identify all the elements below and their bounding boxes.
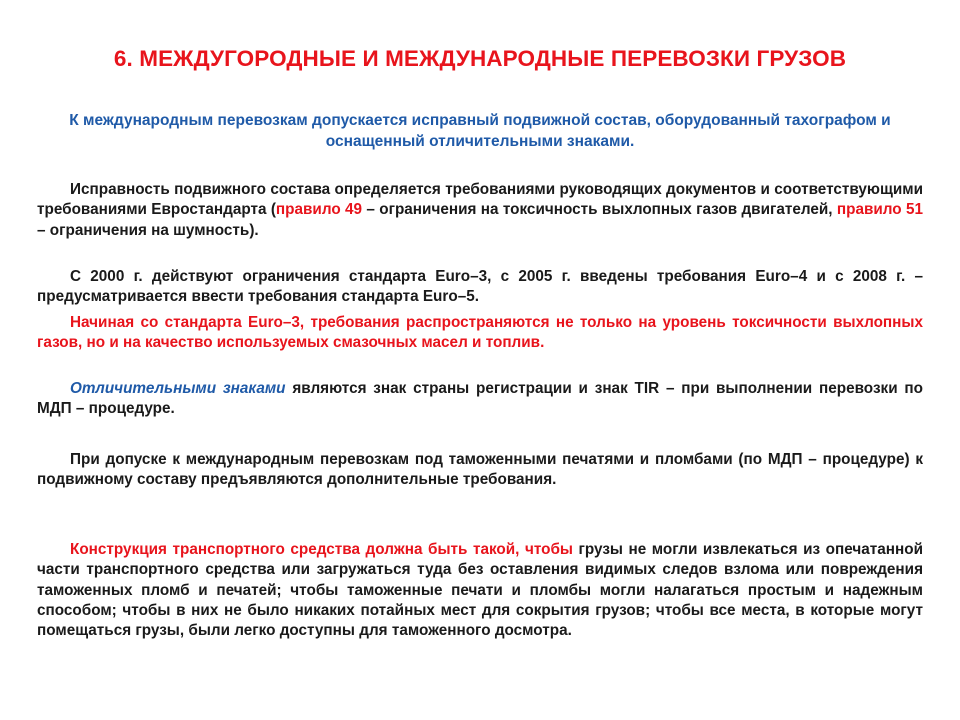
- p4-text: являются знак страны регистрации и знак TIR – при выполнении перевозки по МДП – процедуре.: [37, 380, 923, 418]
- paragraph-euro3-requirements: Начиная со стандарта Euro–3, требования распространяются не только на уровень токсичности выхлопных газов, но и на качество используемых смазочных масел и топлив.: [37, 314, 923, 352]
- slide-subtitle: К международным перевозкам допускается исправный подвижной состав, оборудованный тахографом и оснащенный отличительными знаками.: [69, 112, 891, 150]
- rule-51-label: правило 51: [836, 201, 923, 219]
- paragraph-distinguishing-marks: [37, 379, 923, 420]
- construction-lead: Конструкция транспортного средства должна быть такой, чтобы: [70, 541, 573, 558]
- paragraph-serviceability: [37, 180, 923, 241]
- paragraph-euro-standards: С 2000 г. действуют ограничения стандарта Euro–3, с 2005 г. введены требования Euro–4 и с 2008 г. – предусматривается ввести требования стандарта Euro–5.: [37, 268, 923, 306]
- p6-text: грузы не могли извлекаться из опечатанной части транспортного средства или загружаться туда без оставления видимых следов взлома или повреждения таможенных пломб и печатей; чтобы таможенные печати и пломбы могли налагаться простым и надежным способом; чтобы в них не было никаких потайных мест для сокрытия грузов; чтобы все места, в которые могут помещаться грузы, были легко доступны для таможенного досмотра.: [37, 541, 923, 640]
- p1-text-1: Исправность подвижного состава определяется требованиями руководящих документов и соответствующими требованиями Евростандарта (: [37, 181, 923, 219]
- slide-title: 6. МЕЖДУГОРОДНЫЕ И МЕЖДУНАРОДНЫЕ ПЕРЕВОЗКИ ГРУЗОВ: [113, 46, 847, 71]
- p1-text-2: – ограничения на токсичность выхлопных газов двигателей,: [362, 201, 837, 219]
- paragraph-customs-seals: При допуске к международным перевозкам под таможенными печатями и пломбами (по МДП – процедуре) к подвижному составу предъявляются дополнительные требования.: [37, 451, 923, 489]
- p1-text-3: – ограничения на шумность).: [37, 221, 259, 239]
- paragraph-vehicle-construction: [37, 540, 923, 641]
- distinguishing-marks-term: Отличительными знаками: [70, 380, 286, 397]
- rule-49-label: правило 49: [275, 201, 363, 219]
